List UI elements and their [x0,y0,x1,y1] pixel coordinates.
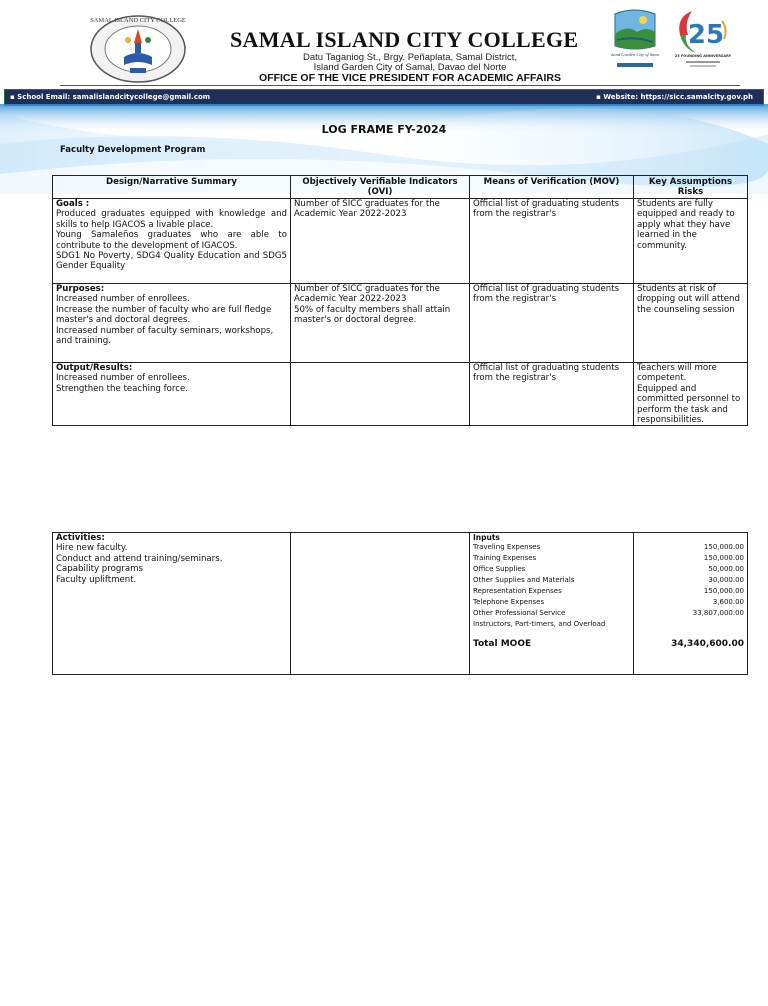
goals-mov: Official list of graduating students from the registrar's [470,199,634,284]
output-cell [53,363,291,426]
seal-text: SAMAL ISLAND CITY COLLEGE [90,17,186,24]
anniversary-logo-text: 25 FOUNDING ANNIVERSARY [674,54,732,58]
input-item-name: Training Expenses [473,554,537,562]
purposes-ovi-line: Number of SICC graduates for the Academic Year 2022-2023 [294,284,440,305]
input-item-amount: 30,000.00 [708,576,744,584]
purposes-ovi-line: 50% of faculty members shall attain master's or doctoral degree. [294,304,451,326]
activity-item: Capability programs [56,564,143,575]
activities-label: Activities: [56,533,105,543]
goals-label: Goals : [56,199,90,209]
svg-text:25: 25 [687,20,725,50]
input-item-name: Other Professional Service [473,609,566,617]
office-name: OFFICE OF THE VICE PRESIDENT FOR ACADEMIC AFFAIRS [259,72,561,84]
output-line: Increased number of enrollees. [56,373,190,384]
purposes-line: Increased number of faculty seminars, workshops, and training. [56,325,274,347]
purposes-line: Increased number of enrollees. [56,294,190,305]
input-item-name: Office Supplies [473,565,526,573]
input-item-name: Other Supplies and Materials [473,576,575,584]
activity-item: Conduct and attend training/seminars. [56,553,223,564]
activities-table [52,532,748,675]
header-mov: Means of Verification (MOV) [470,176,634,199]
address-line-2: Island Garden City of Samal, Davao del Norte [313,62,507,73]
output-line: Strengthen the teaching force. [56,383,188,394]
goals-risks: Students are fully equipped and ready to apply what they have learned in the community. [634,199,748,284]
goals-ovi: Number of SICC graduates for the Academic Year 2022-2023 [291,199,470,284]
college-name: SAMAL ISLAND CITY COLLEGE [230,27,579,52]
input-item-amount: 3,600.00 [712,598,744,606]
goals-line: Produced graduates equipped with knowledge and skills to help IGACOS a livable place. [56,209,287,230]
activity-item: Faculty upliftment. [56,574,137,585]
activities-ovi [291,533,470,675]
output-label: Output/Results: [56,363,133,373]
input-item-amount: 150,000.00 [703,554,744,562]
input-item-name: Representation Expenses [473,587,562,595]
logframe-table [52,175,748,426]
igacos-logo [611,6,659,72]
address-line-1: Datu Taganiog St., Brgy. Peñaplata, Samal District, [302,52,518,63]
table-header-row [53,176,748,199]
input-item-amount: 150,000.00 [703,543,744,551]
school-email[interactable]: ▪ School Email: samalislandcitycollege@gmail.com [10,93,211,101]
goals-line: Young Samaleños graduates who are able to contribute to the development of IGACOS. [56,230,287,251]
output-ovi [291,363,470,426]
input-item-name: Instructors, Part-timers, and Overload [473,620,606,628]
inputs-cell [470,533,634,675]
input-item-amount: 33,807,000.00 [692,609,744,617]
header-rule [60,85,740,86]
goals-row [53,199,748,284]
purposes-mov: Official list of graduating students from the registrar's [470,284,634,363]
document-title: LOG FRAME FY-2024 [321,123,447,136]
header-risks: Key Assumptions Risks [634,176,748,199]
output-risks [634,363,748,426]
input-item-amount: 50,000.00 [708,565,744,573]
activities-row [53,533,748,675]
output-mov: Official list of graduating students from the registrar's [470,363,634,426]
header-narrative: Design/Narrative Summary [53,176,291,199]
purposes-row [53,284,748,363]
output-risks-line: Equipped and committed personnel to perform the task and responsibilities. [637,383,741,426]
program-name: Faculty Development Program [60,145,206,155]
amounts-cell [634,533,748,675]
igacos-logo-text: Island Garden City of Samal [611,52,659,57]
activities-cell [53,533,291,675]
activity-item: Hire new faculty. [56,543,128,554]
goals-cell [53,199,291,284]
total-mooe-label: Total MOOE [473,639,532,649]
input-item-amount: 150,000.00 [703,587,744,595]
header-ovi: Objectively Verifiable Indicators (OVI) [291,176,470,199]
input-item-name: Traveling Expenses [473,543,541,551]
purposes-line: Increase the number of faculty who are full fledge master's and doctoral degrees. [56,304,272,326]
input-item-amount [637,619,744,630]
output-risks-line: Teachers will more competent. [637,363,717,384]
goals-line: SDG1 No Poverty, SDG4 Quality Education and SDG5 Gender Equality [56,251,287,272]
input-item-name: Telephone Expenses [473,598,545,606]
school-website[interactable]: ▪ Website: https://sicc.samalcity.gov.ph [596,93,753,101]
purposes-risks: Students at risk of dropping out will attend the counseling session [634,284,748,363]
output-row [53,363,748,426]
college-seal-logo [88,13,188,83]
purposes-cell [53,284,291,363]
purposes-label: Purposes: [56,284,105,294]
anniversary-logo [670,5,735,71]
purposes-ovi [291,284,470,363]
total-mooe-amount: 34,340,600.00 [671,639,744,649]
inputs-label: Inputs [473,533,500,542]
